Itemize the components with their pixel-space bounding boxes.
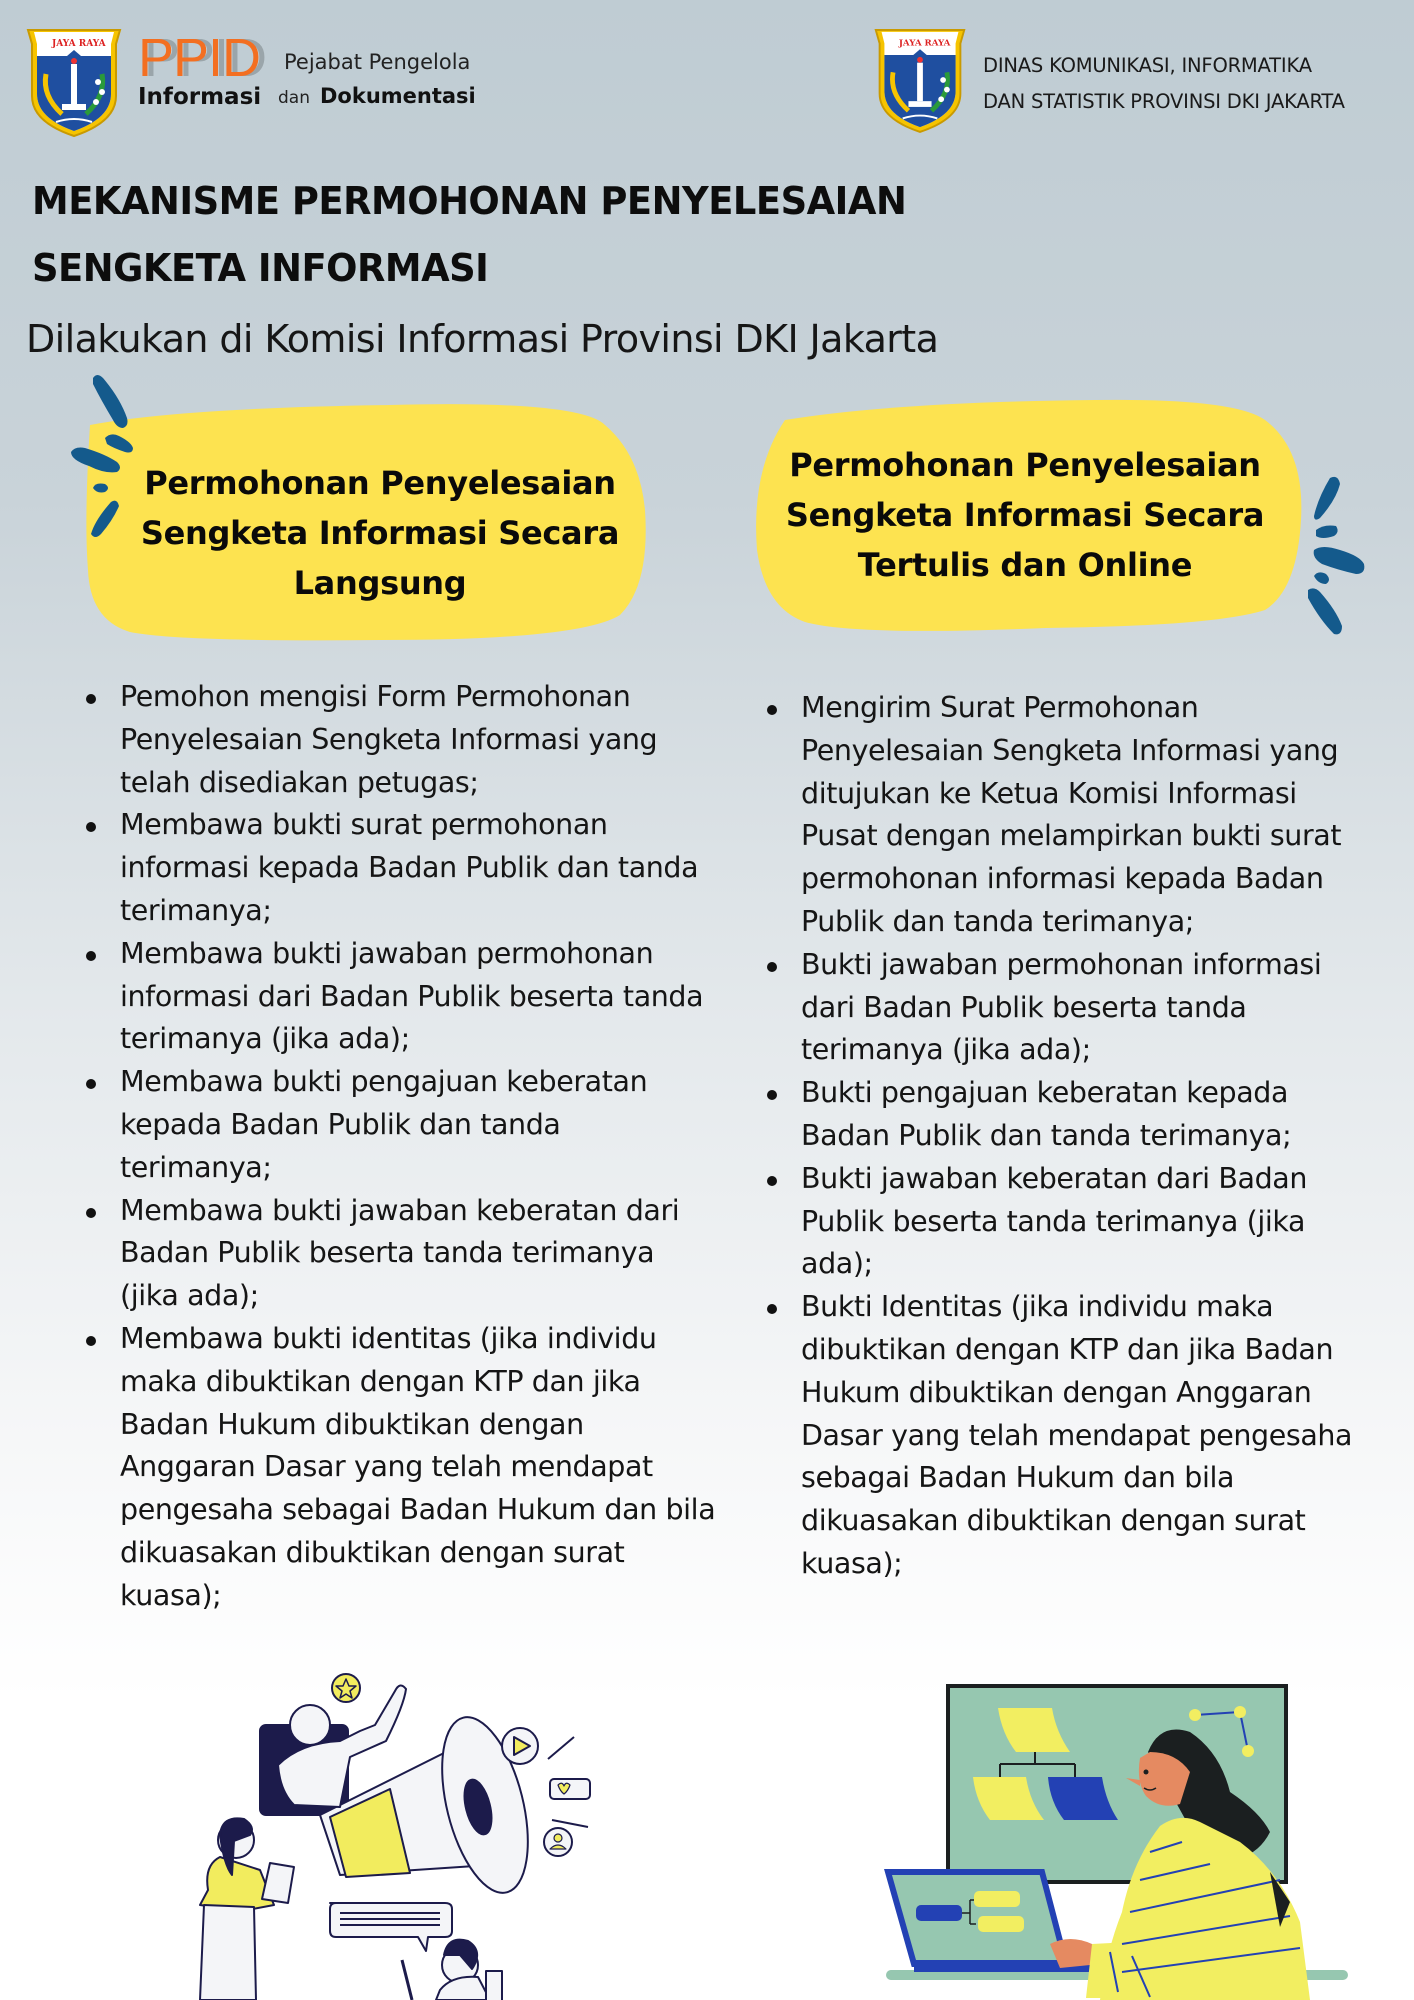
section-heading-text: Permohonan Penyelesaian Sengketa Informasi Secara Langsung: [140, 464, 620, 602]
list-item: Pemohon mengisi Form Permohonan Penyelesaian Sengketa Informasi yang telah disediakan petugas;: [120, 676, 720, 804]
svg-text:JAYA RAYA: JAYA RAYA: [52, 39, 106, 49]
list-item: Membawa bukti jawaban permohonan informasi dari Badan Publik beserta tanda terimanya (jika ada);: [120, 933, 720, 1061]
ppid-tagline-1: Pejabat Pengelola: [284, 50, 471, 74]
megaphone-people-illustration: [190, 1655, 610, 2000]
agency-name-line2: DAN STATISTIK PROVINSI DKI JAKARTA: [983, 90, 1345, 113]
list-item: Bukti jawaban permohonan informasi dari Badan Publik beserta tanda terimanya (jika ada);: [801, 944, 1361, 1072]
sparkle-accent-icon: [1280, 470, 1380, 640]
page-subtitle: Dilakukan di Komisi Informasi Provinsi DKI Jakarta: [26, 317, 939, 361]
ppid-tagline-dan: dan: [278, 88, 310, 108]
list-item: Membawa bukti surat permohonan informasi kepada Badan Publik dan tanda terimanya;: [120, 804, 720, 932]
page-title: [32, 168, 1099, 302]
list-item: Bukti jawaban keberatan dari Badan Publik beserta tanda terimanya (jika ada);: [801, 1158, 1361, 1286]
section-heading-tertulis-online: [745, 390, 1315, 640]
ppid-tagline-dokumentasi: Dokumentasi: [320, 84, 476, 108]
list-item: Bukti Identitas (jika individu maka dibuktikan dengan KTP dan jika Badan Hukum dibuktikan dengan Anggaran Dasar yang telah mendapat pengesaha sebagai Badan Hukum dan bila dikuasakan dibuktikan dengan surat kuasa);: [801, 1286, 1361, 1586]
agency-name-line1: DINAS KOMUNIKASI, INFORMATIKA: [983, 54, 1312, 77]
requirements-list-tertulis-online: [801, 687, 1361, 1586]
sparkle-accent-icon: [65, 370, 165, 540]
svg-text:JAYA RAYA: JAYA RAYA: [898, 38, 951, 49]
list-item: Bukti pengajuan keberatan kepada Badan Publik dan tanda terimanya;: [801, 1072, 1361, 1158]
ppid-brand-text: PPID: [138, 28, 261, 88]
section-heading-text: Permohonan Penyelesaian Sengketa Informasi Secara Tertulis dan Online: [785, 446, 1265, 584]
ppid-tagline-informasi: Informasi: [138, 84, 262, 110]
jakarta-crest-logo-right: [870, 26, 970, 134]
woman-laptop-flowchart-illustration: [860, 1672, 1360, 2000]
page-title-line2: SENGKETA INFORMASI: [32, 246, 489, 290]
ppid-logo: [138, 28, 498, 118]
page-title-line1: MEKANISME PERMOHONAN PENYELESAIAN: [32, 179, 907, 223]
requirements-list-langsung: [120, 676, 720, 1618]
list-item: Mengirim Surat Permohonan Penyelesaian Sengketa Informasi yang ditujukan ke Ketua Komisi Informasi Pusat dengan melampirkan bukti surat permohonan informasi kepada Badan Publik dan tanda terimanya;: [801, 687, 1361, 944]
list-item: Membawa bukti identitas (jika individu maka dibuktikan dengan KTP dan jika Badan Hukum dibuktikan dengan Anggaran Dasar yang telah mendapat pengesaha sebagai Badan Hukum dan bila dikuasakan dibuktikan dengan surat kuasa);: [120, 1318, 720, 1618]
list-item: Membawa bukti pengajuan keberatan kepada Badan Publik dan tanda terimanya;: [120, 1061, 720, 1189]
agency-name: [983, 48, 1403, 120]
jakarta-crest-logo-left: [22, 26, 126, 138]
list-item: Membawa bukti jawaban keberatan dari Badan Publik beserta tanda terimanya (jika ada);: [120, 1190, 720, 1318]
